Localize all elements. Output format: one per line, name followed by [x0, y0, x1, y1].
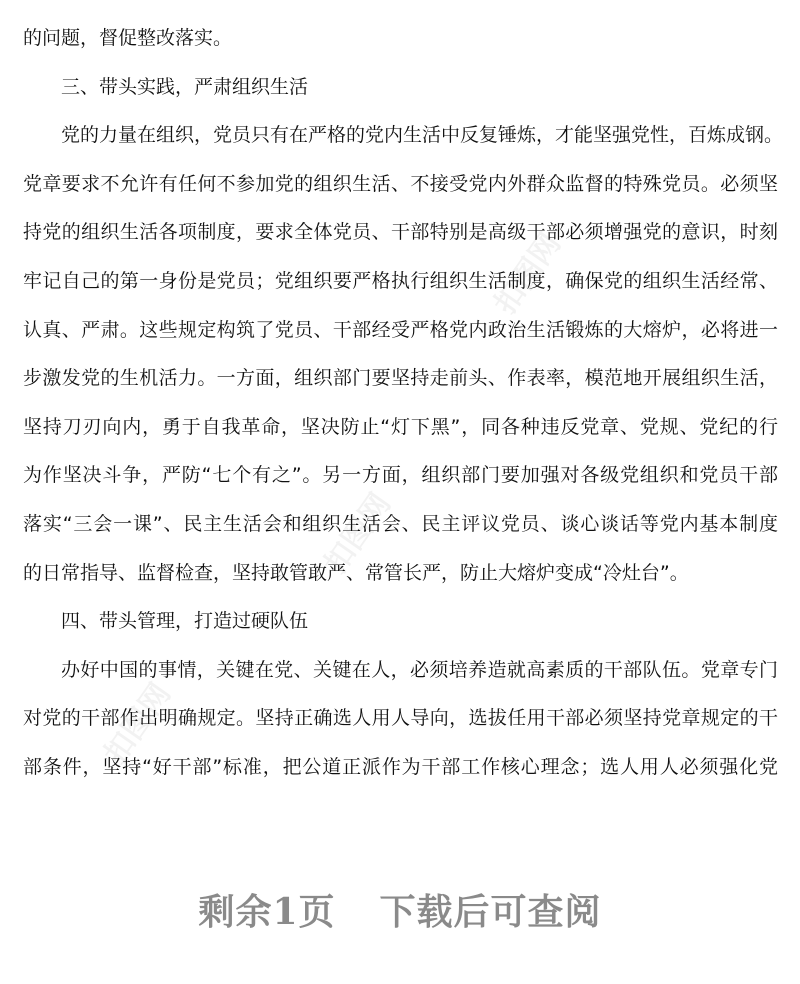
text-line: 对党的干部作出明确规定。坚持正确选人用人导向，选拔任用干部必须坚持党章规定的干	[23, 707, 778, 730]
text-line: 党章要求不允许有任何不参加党的组织生活、不接受党内外群众监督的特殊党员。必须坚	[23, 172, 778, 195]
text-line: 牢记自己的第一身份是党员；党组织要严格执行组织生活制度，确保党的组织生活经常、	[23, 270, 778, 292]
text-line: 持党的组织生活各项制度，要求全体党员、干部特别是高级干部必须增强党的意识，时刻	[23, 221, 778, 244]
text-line: 办好中国的事情，关键在党、关键在人，必须培养造就高素质的干部队伍。党章专门	[61, 658, 778, 681]
text-line: 落实“三会一课”、民主生活会和组织生活会、民主评议党员、谈心谈话等党内基本制度	[23, 513, 778, 535]
text-line: 步激发党的生机活力。一方面，组织部门要坚持走前头、作表率，模范地开展组织生活，	[23, 367, 778, 390]
section-heading: 四、带头管理，打造过硬队伍	[61, 610, 309, 633]
text-line: 的日常指导、监督检查，坚持敢管敢严、常管长严，防止大熔炉变成“冷灶台”。	[23, 561, 689, 584]
text-line: 为作坚决斗争，严防“七个有之”。另一方面，组织部门要加强对各级党组织和党员干部	[23, 464, 778, 487]
watermark: 扣图网	[487, 227, 569, 321]
text-line: 部条件，坚持“好干部”标准，把公道正派作为干部工作核心理念；选人用人必须强化党	[23, 756, 778, 778]
text-line: 党的力量在组织，党员只有在严格的党内生活中反复锤炼，才能坚强党性，百炼成钢。	[61, 124, 784, 147]
download-prompt-banner[interactable]	[0, 884, 800, 935]
text-line: 坚持刀刃向内，勇于自我革命，坚决防止“灯下黑”，同各种违反党章、党规、党纪的行	[23, 415, 778, 438]
section-heading: 三、带头实践，严肃组织生活	[61, 75, 309, 98]
watermark: 扣图网	[97, 677, 179, 771]
text-line: 认真、严肃。这些规定构筑了党员、干部经受严格党内政治生活锻炼的大熔炉，必将进一	[23, 318, 778, 341]
text-line: 的问题，督促整改落实。	[23, 27, 233, 49]
remaining-pages-label: 剩余1页	[198, 891, 336, 933]
download-to-view-label[interactable]: 下载后可查阅	[379, 891, 602, 933]
watermark: 扣图网	[317, 487, 399, 581]
